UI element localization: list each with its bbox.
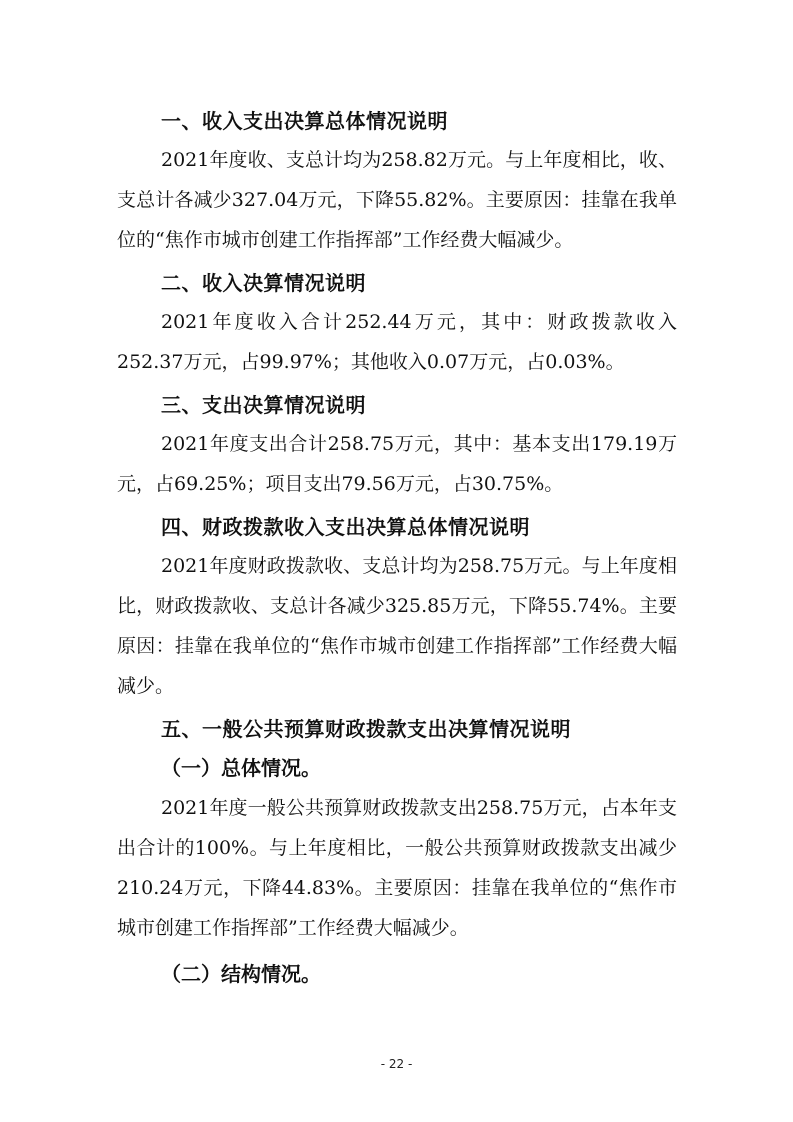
section-5-heading: 五、一般公共预算财政拨款支出决算情况说明 bbox=[161, 717, 571, 741]
section-4-paragraph: 2021年度财政拨款收、支总计均为258.75万元。与上年度相比，财政拨款收、支总计各减少325.85万元，下降55.74%。主要原因：挂靠在我单位的“焦作市城市创建工作指挥部”工作经费大幅减少。 bbox=[117, 555, 677, 697]
section-4-heading: 四、财政拨款收入支出决算总体情况说明 bbox=[161, 515, 530, 539]
section-2-paragraph: 2021年度收入合计252.44万元，其中：财政拨款收入252.37万元，占99.97%；其他收入0.07万元，占0.03%。 bbox=[117, 311, 677, 373]
section-2-heading: 二、收入决算情况说明 bbox=[161, 271, 366, 295]
subsection-2-heading: （二）结构情况。 bbox=[161, 962, 321, 986]
section-1-heading: 一、收入支出决算总体情况说明 bbox=[161, 109, 448, 133]
document-body bbox=[117, 102, 677, 994]
subsection-1-heading: （一）总体情况。 bbox=[161, 756, 321, 780]
subsection-1-paragraph: 2021年度一般公共预算财政拨款支出258.75万元，占本年支出合计的100%。与上年度相比，一般公共预算财政拨款支出减少210.24万元，下降44.83%。主要原因：挂靠在我单位的“焦作市城市创建工作指挥部”工作经费大幅减少。 bbox=[117, 797, 677, 939]
page-number: - 22 - bbox=[380, 1057, 413, 1071]
section-3-paragraph: 2021年度支出合计258.75万元，其中：基本支出179.19万元，占69.25%；项目支出79.56万元，占30.75%。 bbox=[117, 433, 677, 495]
section-1-paragraph: 2021年度收、支总计均为258.82万元。与上年度相比，收、支总计各减少327.04万元，下降55.82%。主要原因：挂靠在我单位的“焦作市城市创建工作指挥部”工作经费大幅减少。 bbox=[117, 149, 677, 251]
section-3-heading: 三、支出决算情况说明 bbox=[161, 393, 366, 417]
